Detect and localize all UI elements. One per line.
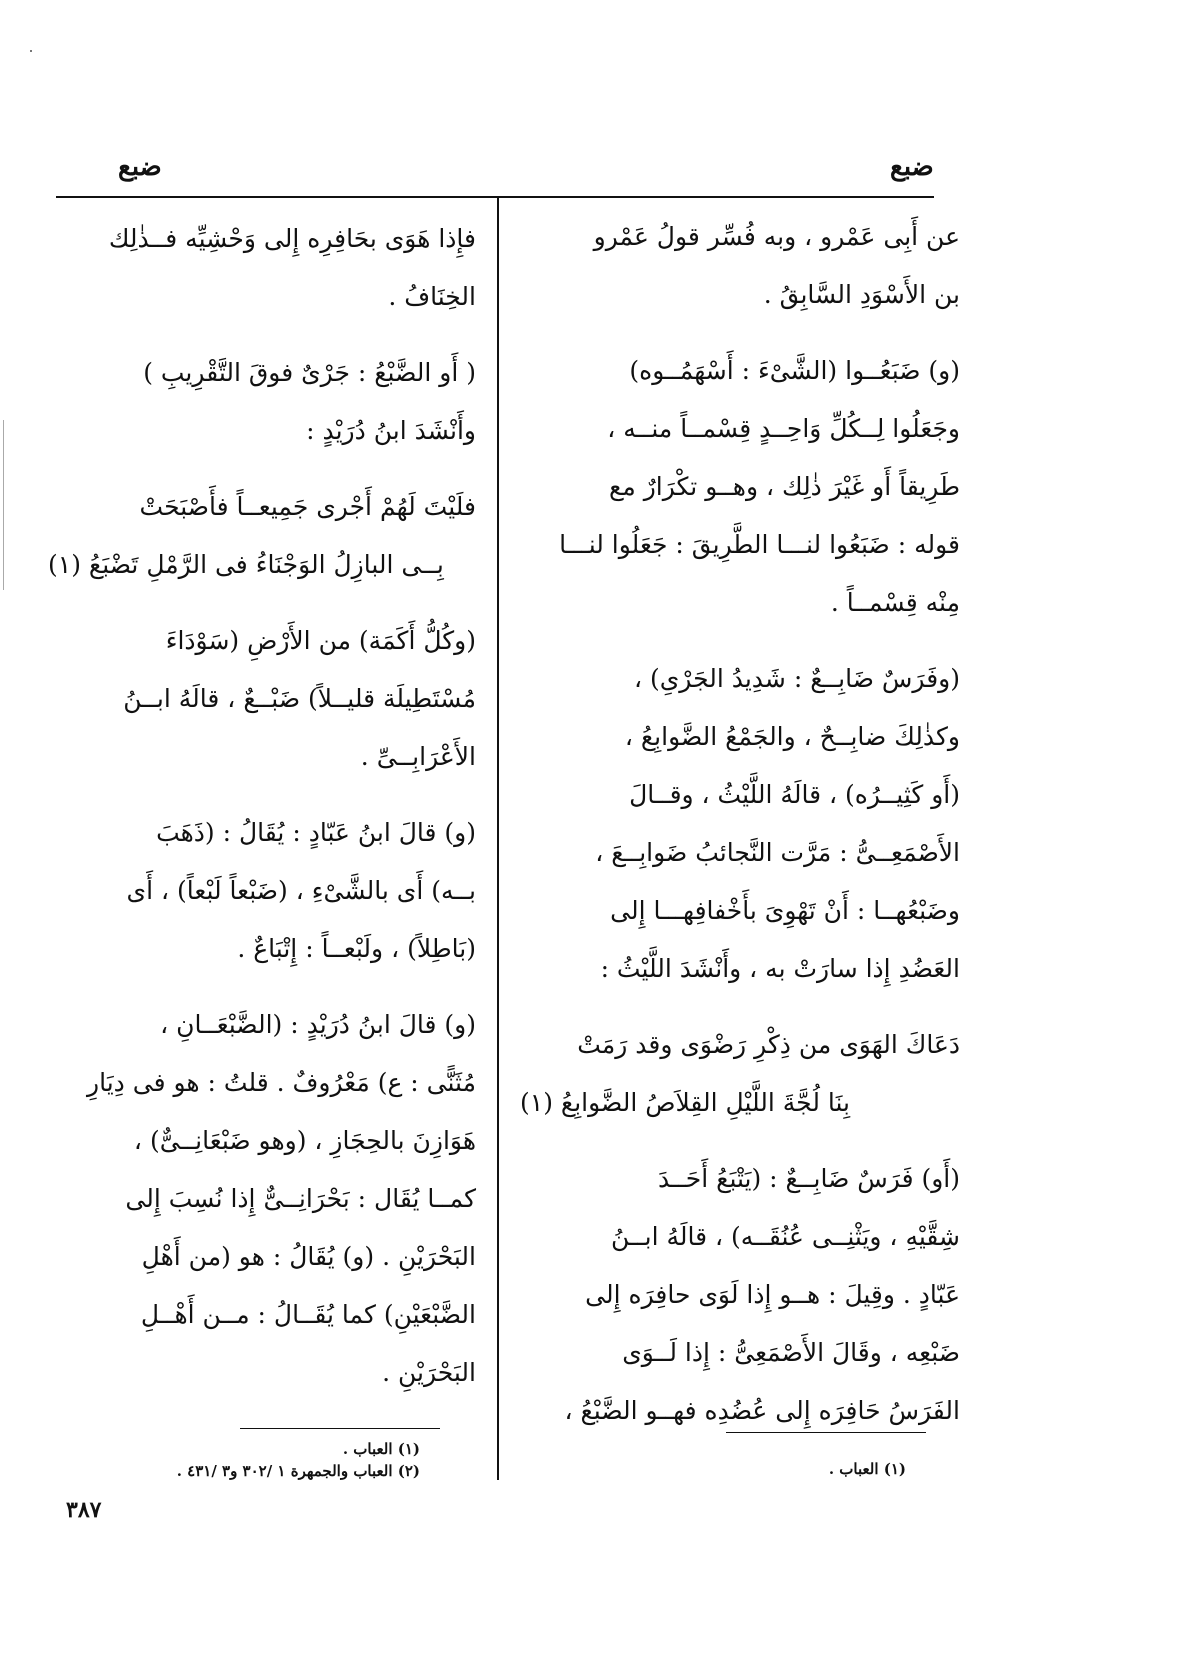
paragraph: عن أَبِى عَمْرو ، وبه فُسِّر قولُ عَمْرو بن الأَسْوَدِ السَّابِقُ .	[593, 222, 960, 309]
footnote: (١) العباب .	[828, 1460, 906, 1478]
column-divider	[497, 198, 499, 1480]
scan-speck	[30, 50, 32, 52]
footnote: (٢) العباب والجمهرة ١ /٣٠٢ و٣ /٤٣١ .	[176, 1462, 420, 1480]
verse-line: بِنَا لُجَّةَ اللَّيْلِ القِلاَصُ الضَّوابِعُ (١)	[520, 1088, 851, 1117]
paragraph: (وكُلُّ أَكَمَة) من الأَرْضِ (سَوْدَاءَ مُسْتَطِيلَة قليــلاً) ضَبْــعٌ ، قالَهُ ابــنُ الأَعْرَابِــىِّ .	[123, 626, 476, 771]
paragraph: (و) قالَ ابنُ دُرَيْدٍ : (الضَّبْعَــانِ ، مُثَنًّى : ع) مَعْرُوفٌ . قلتُ : هو فى دِيَارِ هَوَازِنَ بالحِجَازِ ، (وهو ضَبْعَانِــىٌّ) ، كمــا يُقَال : بَحْرَانِــىٌّ إِذا نُسِبَ إِلى البَحْرَيْنِ . (و) يُقَالُ : هو (من أَهْلِ الضَّبْعَيْنِ) كما يُقَــالُ : مــن أَهْــلِ البَحْرَيْنِ .	[87, 1010, 476, 1387]
paragraph: (أَو) فَرَسٌ ضَابِــعٌ : (يَتْبَعُ أَحَــدَ شِقَّيْهِ ، ويَثْنِــى عُنُقَــه) ، قالَهُ ابــنُ عَبّادٍ . وقِيلَ : هــو إِذا لَوَى حافِرَه إِلى ضَبْعِه ، وقَالَ الأَصْمَعِىُّ : إِذا لَــوَى الفَرَسُ حَافِرَه إِلى عُضُدِه فهــو الضَّبْعُ ،	[564, 1164, 960, 1425]
footnotes-left	[100, 1438, 420, 1482]
paragraph: (و) ضَبَعُــوا (الشَّىْءَ : أَسْهَمُــوه) وجَعَلُوا لِــكُلِّ وَاحِــدٍ قِسْمــاً منــه ، طَرِيقاً أَو غَيْرَ ذٰلِك ، وهــو تكْرَارٌ مع قوله : ضَبَعُوا لنـــا الطَّرِيقَ : جَعَلُوا لنـــا مِنْه قِسْمــاً .	[559, 356, 960, 617]
verse	[520, 1016, 960, 1132]
footnote: (١) العباب .	[342, 1440, 420, 1458]
verse-line: فلَيْتَ لَهُمْ أَجْرى جَمِيعــاً فأَصْبَحَتْ	[139, 492, 476, 521]
verse	[48, 478, 476, 594]
paragraph: ( أَو الضَّبْعُ : جَرْىٌ فوقَ التَّقْرِيبِ ) وأَنْشَدَ ابنُ دُرَيْدٍ :	[143, 358, 476, 445]
verse-line: دَعَاكَ الهَوَى من ذِكْرِ رَضْوَى وقد رَمَتْ	[577, 1030, 960, 1059]
left-column	[48, 210, 476, 1420]
running-head-right: ضبع	[890, 152, 934, 182]
footnote-rule	[726, 1432, 926, 1433]
right-column	[520, 208, 960, 1458]
running-head-left: ضبع	[118, 152, 162, 182]
header-rule	[56, 196, 934, 198]
scan-edge-mark	[3, 420, 4, 590]
paragraph: (وفَرَسٌ ضَابِــعٌ : شَدِيدُ الجَرْىِ) ، وكذٰلِكَ ضابِــحٌ ، والجَمْعُ الضَّوابِعُ ، (أَو كَثِيــرُه) ، قالَهُ اللَّيْثُ ، وقــالَ الأَصْمَعِــىُّ : مَرَّت النَّجائبُ ضَوابِــعَ ، وضَبْعُهــا : أَنْ تَهْوِىَ بأَخْفافِهـــا إِلى العَضُدِ إِذا سارَتْ به ، وأَنْشَدَ اللَّيْثُ :	[595, 664, 960, 983]
page-number: ٣٨٧	[66, 1497, 102, 1523]
paragraph: (و) قالَ ابنُ عَبّادٍ : يُقَالُ : (ذَهَبَ بــه) أَى بالشَّىْءِ ، (ضَبْعاً لَبْعاً) ، أَى (بَاطِلاً) ، ولَبْعــاً : إِتْبَاعٌ .	[126, 818, 476, 963]
verse-line: بِــى البازِلُ الوَجْنَاءُ فى الرَّمْلِ تَضْبَعُ (١)	[48, 550, 444, 579]
paragraph: فإِذا هَوَى بحَافِرِه إِلى وَحْشِيِّه فــذٰلِك الخِنَافُ .	[108, 224, 476, 311]
footnote-rule	[240, 1428, 440, 1429]
footnotes-right	[720, 1458, 906, 1480]
